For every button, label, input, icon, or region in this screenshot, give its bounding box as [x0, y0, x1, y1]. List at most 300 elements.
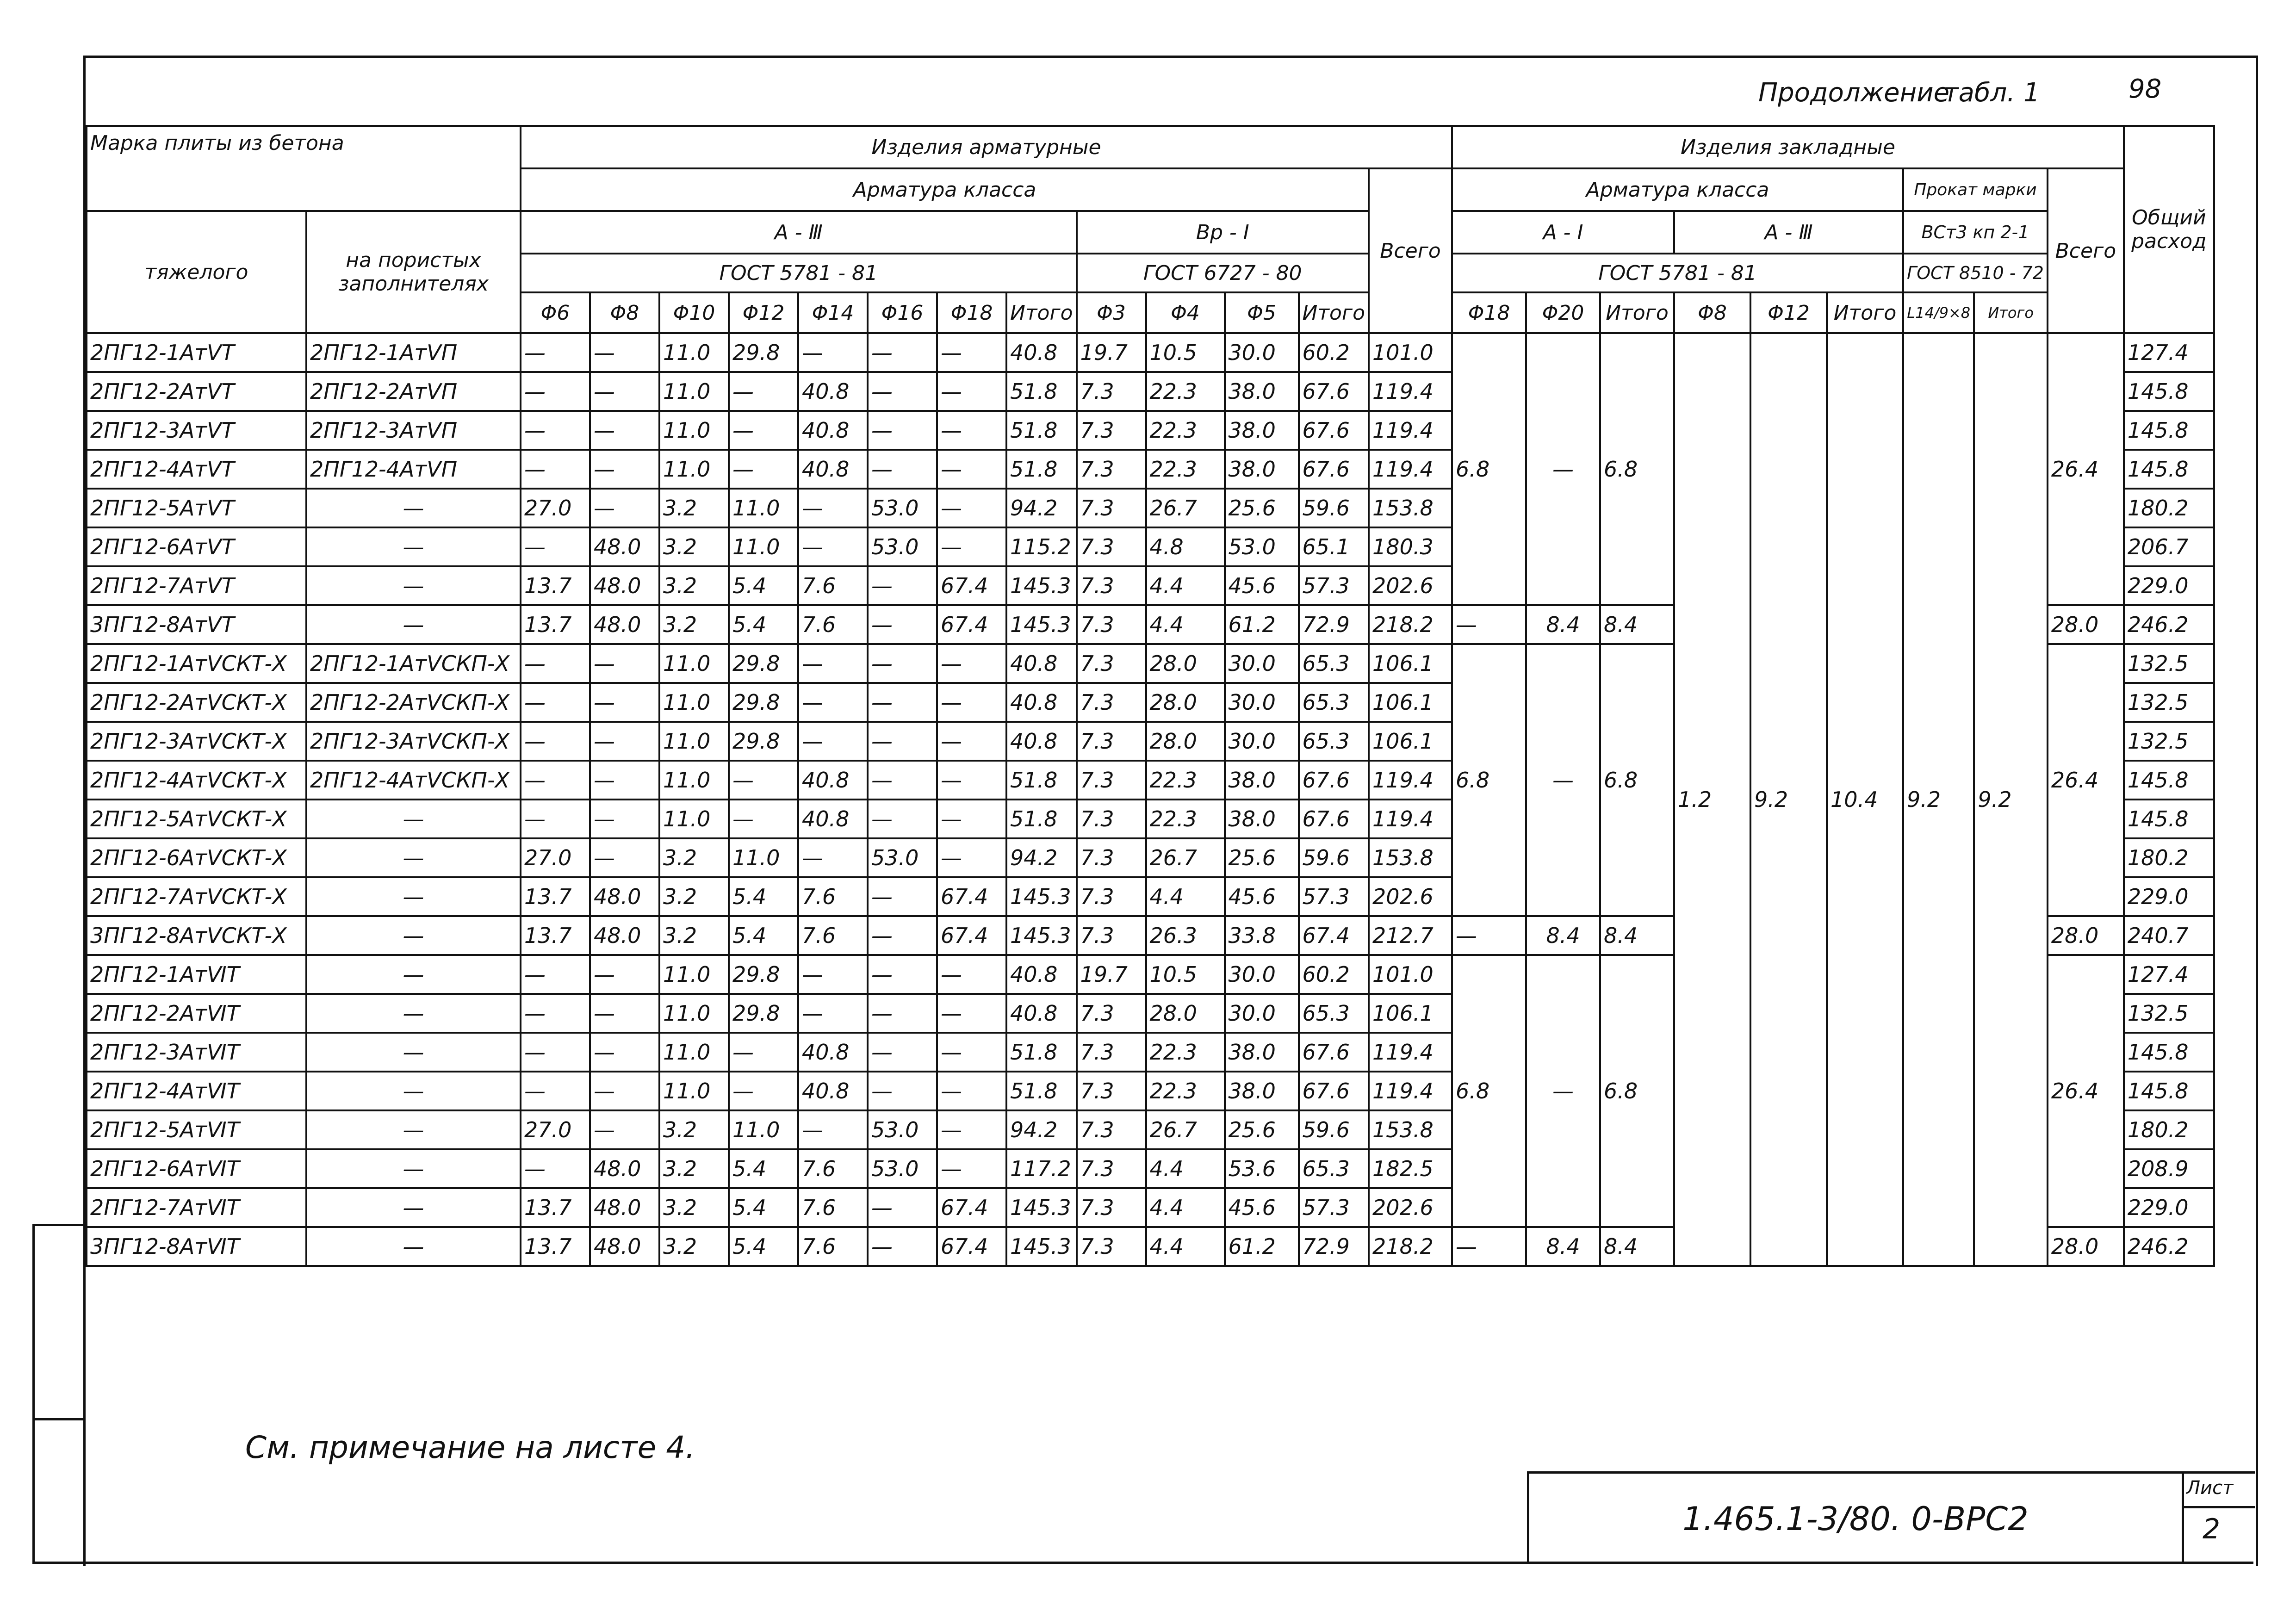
- value-cell: 67.6: [1299, 1072, 1369, 1110]
- overall-value: 240.7: [2124, 916, 2214, 955]
- value-cell: 29.8: [729, 683, 798, 722]
- slab-brand-porous: 2ПГ12-3АтⅤП: [306, 411, 521, 450]
- value-cell: 119.4: [1369, 1072, 1452, 1110]
- slab-brand-heavy: 2ПГ12-6АтⅤСКТ-Х: [87, 838, 306, 877]
- value-cell: 11.0: [659, 644, 729, 683]
- value-cell: —: [798, 722, 868, 761]
- embedded-a1-total: 8.4: [1600, 916, 1674, 955]
- value-cell: 3.2: [659, 1188, 729, 1227]
- value-cell: 28.0: [1146, 683, 1225, 722]
- value-cell: —: [868, 994, 937, 1033]
- value-cell: 5.4: [729, 916, 798, 955]
- value-cell: 11.0: [729, 489, 798, 527]
- rebar-class-header: Арматура класса: [521, 168, 1369, 211]
- value-cell: 7.3: [1077, 1149, 1146, 1188]
- value-cell: —: [590, 1033, 659, 1072]
- embedded-a1-f18: 6.8: [1452, 644, 1526, 916]
- embedded-a1-f20: 8.4: [1526, 916, 1600, 955]
- value-cell: 11.0: [659, 955, 729, 994]
- value-cell: 48.0: [590, 605, 659, 644]
- value-cell: —: [868, 800, 937, 838]
- value-cell: 13.7: [521, 1188, 590, 1227]
- value-cell: 61.2: [1225, 605, 1299, 644]
- value-cell: 7.3: [1077, 761, 1146, 800]
- value-cell: 3.2: [659, 1149, 729, 1188]
- value-cell: 67.6: [1299, 450, 1369, 489]
- overall-value: 145.8: [2124, 761, 2214, 800]
- value-cell: —: [868, 1227, 937, 1266]
- value-cell: 72.9: [1299, 605, 1369, 644]
- value-cell: —: [798, 527, 868, 566]
- value-cell: 65.3: [1299, 1149, 1369, 1188]
- value-cell: —: [590, 1072, 659, 1110]
- value-cell: 7.3: [1077, 683, 1146, 722]
- value-cell: 145.3: [1006, 1188, 1077, 1227]
- value-cell: 7.6: [798, 605, 868, 644]
- value-cell: —: [937, 372, 1006, 411]
- value-cell: —: [937, 450, 1006, 489]
- value-cell: 28.0: [1146, 994, 1225, 1033]
- value-cell: 145.3: [1006, 566, 1077, 605]
- value-cell: 48.0: [590, 1149, 659, 1188]
- slab-brand-porous: —: [306, 800, 521, 838]
- value-cell: 30.0: [1225, 994, 1299, 1033]
- value-cell: 218.2: [1369, 605, 1452, 644]
- value-cell: 7.3: [1077, 994, 1146, 1033]
- value-cell: —: [868, 722, 937, 761]
- total2-header: Всего: [2048, 168, 2124, 333]
- value-cell: 59.6: [1299, 1110, 1369, 1149]
- value-cell: 22.3: [1146, 450, 1225, 489]
- col-a3-5: Φ16: [868, 292, 937, 333]
- overall-value: 145.8: [2124, 1072, 2214, 1110]
- embedded-total: 26.4: [2048, 955, 2124, 1227]
- overall-value: 229.0: [2124, 566, 2214, 605]
- embedded-a1-total: 6.8: [1600, 644, 1674, 916]
- embedded-rolled: 9.2: [1903, 333, 1974, 1266]
- value-cell: —: [868, 877, 937, 916]
- value-cell: —: [798, 955, 868, 994]
- value-cell: —: [729, 411, 798, 450]
- value-cell: —: [590, 683, 659, 722]
- value-cell: —: [937, 489, 1006, 527]
- value-cell: 67.4: [937, 916, 1006, 955]
- value-cell: 5.4: [729, 566, 798, 605]
- col-bp-0: Φ3: [1077, 292, 1146, 333]
- value-cell: —: [937, 1072, 1006, 1110]
- value-cell: —: [590, 1110, 659, 1149]
- value-cell: 57.3: [1299, 1188, 1369, 1227]
- sheet-label: Лист: [2186, 1477, 2234, 1499]
- value-cell: —: [868, 566, 937, 605]
- value-cell: 4.4: [1146, 1227, 1225, 1266]
- value-cell: —: [521, 1072, 590, 1110]
- value-cell: 59.6: [1299, 489, 1369, 527]
- slab-brand-porous: —: [306, 527, 521, 566]
- value-cell: —: [868, 450, 937, 489]
- value-cell: 67.6: [1299, 411, 1369, 450]
- value-cell: 7.3: [1077, 1110, 1146, 1149]
- value-cell: 7.3: [1077, 722, 1146, 761]
- value-cell: 7.3: [1077, 450, 1146, 489]
- col-a1-1: Φ20: [1526, 292, 1600, 333]
- value-cell: 145.3: [1006, 916, 1077, 955]
- porous-header: на пористых заполнителях: [306, 211, 521, 333]
- value-cell: 30.0: [1225, 722, 1299, 761]
- value-cell: 40.8: [1006, 333, 1077, 372]
- continuation-label: Продолжение: [1758, 78, 1950, 108]
- value-cell: —: [937, 1110, 1006, 1149]
- value-cell: —: [521, 333, 590, 372]
- slab-brand-heavy: 3ПГ12-8АтⅥТ: [87, 1227, 306, 1266]
- rebar-class2-header: Арматура класса: [1452, 168, 1903, 211]
- overall-value: 180.2: [2124, 838, 2214, 877]
- slab-brand-heavy: 2ПГ12-5АтⅤСКТ-Х: [87, 800, 306, 838]
- value-cell: 7.3: [1077, 1188, 1146, 1227]
- col-a3-2: Φ10: [659, 292, 729, 333]
- slab-brand-porous: —: [306, 1033, 521, 1072]
- value-cell: 67.4: [937, 1227, 1006, 1266]
- value-cell: 30.0: [1225, 955, 1299, 994]
- slab-brand-porous: —: [306, 1149, 521, 1188]
- value-cell: —: [798, 994, 868, 1033]
- gost-8510-header: ГОСТ 8510 - 72: [1903, 254, 2048, 292]
- value-cell: 40.8: [798, 1033, 868, 1072]
- value-cell: 51.8: [1006, 761, 1077, 800]
- value-cell: 67.6: [1299, 1033, 1369, 1072]
- value-cell: 30.0: [1225, 333, 1299, 372]
- value-cell: 13.7: [521, 916, 590, 955]
- slab-brand-porous: 2ПГ12-4АтⅤП: [306, 450, 521, 489]
- value-cell: 40.8: [798, 761, 868, 800]
- value-cell: 40.8: [798, 800, 868, 838]
- value-cell: —: [590, 761, 659, 800]
- slab-brand-heavy: 2ПГ12-4АтⅥТ: [87, 1072, 306, 1110]
- value-cell: 7.3: [1077, 916, 1146, 955]
- value-cell: —: [937, 800, 1006, 838]
- value-cell: 25.6: [1225, 838, 1299, 877]
- value-cell: 28.0: [1146, 722, 1225, 761]
- value-cell: 48.0: [590, 527, 659, 566]
- value-cell: 119.4: [1369, 450, 1452, 489]
- value-cell: 11.0: [729, 1110, 798, 1149]
- slab-brand-porous: —: [306, 1072, 521, 1110]
- slab-brand-porous: —: [306, 916, 521, 955]
- value-cell: 40.8: [1006, 683, 1077, 722]
- value-cell: 40.8: [798, 450, 868, 489]
- overall-value: 208.9: [2124, 1149, 2214, 1188]
- value-cell: 145.3: [1006, 1227, 1077, 1266]
- value-cell: 7.3: [1077, 372, 1146, 411]
- sheet-number: 2: [2203, 1513, 2221, 1545]
- value-cell: —: [798, 1110, 868, 1149]
- value-cell: 26.7: [1146, 838, 1225, 877]
- binding-strip-divider: [32, 1418, 83, 1420]
- class-a1-header: А - Ⅰ: [1452, 211, 1674, 254]
- value-cell: —: [937, 1033, 1006, 1072]
- value-cell: —: [868, 916, 937, 955]
- value-cell: —: [798, 489, 868, 527]
- value-cell: —: [521, 683, 590, 722]
- slab-brand-porous: —: [306, 955, 521, 994]
- value-cell: 3.2: [659, 1227, 729, 1266]
- embedded-a1-total: 6.8: [1600, 955, 1674, 1227]
- embedded-total: 28.0: [2048, 605, 2124, 644]
- embedded-a3-f8: 1.2: [1674, 333, 1750, 1266]
- value-cell: 61.2: [1225, 1227, 1299, 1266]
- value-cell: 13.7: [521, 566, 590, 605]
- slab-brand-heavy: 2ПГ12-7АтⅤТ: [87, 566, 306, 605]
- value-cell: 19.7: [1077, 955, 1146, 994]
- overall-value: 132.5: [2124, 644, 2214, 683]
- value-cell: 7.6: [798, 566, 868, 605]
- col-a3b-0: Φ8: [1674, 292, 1750, 333]
- value-cell: 48.0: [590, 1188, 659, 1227]
- value-cell: —: [590, 450, 659, 489]
- overall-header: Общий расход: [2124, 126, 2214, 333]
- value-cell: 67.6: [1299, 372, 1369, 411]
- value-cell: 26.7: [1146, 489, 1225, 527]
- value-cell: 19.7: [1077, 333, 1146, 372]
- value-cell: —: [521, 761, 590, 800]
- value-cell: 48.0: [590, 877, 659, 916]
- slab-brand-porous: —: [306, 994, 521, 1033]
- value-cell: 7.6: [798, 877, 868, 916]
- value-cell: 3.2: [659, 605, 729, 644]
- value-cell: —: [937, 994, 1006, 1033]
- value-cell: —: [729, 1033, 798, 1072]
- value-cell: 26.3: [1146, 916, 1225, 955]
- value-cell: 45.6: [1225, 877, 1299, 916]
- value-cell: 53.0: [868, 527, 937, 566]
- value-cell: 51.8: [1006, 1033, 1077, 1072]
- value-cell: 7.3: [1077, 566, 1146, 605]
- slab-brand-heavy: 2ПГ12-5АтⅥТ: [87, 1110, 306, 1149]
- value-cell: 11.0: [659, 1033, 729, 1072]
- value-cell: 27.0: [521, 838, 590, 877]
- embedded-total: 26.4: [2048, 333, 2124, 605]
- value-cell: 11.0: [659, 683, 729, 722]
- slab-brand-heavy: 3ПГ12-8АтⅤСКТ-Х: [87, 916, 306, 955]
- value-cell: 115.2: [1006, 527, 1077, 566]
- heavy-header: тяжелого: [87, 211, 306, 333]
- slab-brand-porous: —: [306, 489, 521, 527]
- value-cell: 38.0: [1225, 800, 1299, 838]
- value-cell: —: [590, 955, 659, 994]
- col-rolled-0: L14/9×8: [1903, 292, 1974, 333]
- slab-brand-porous: —: [306, 1188, 521, 1227]
- binding-strip: [32, 1224, 86, 1564]
- value-cell: 67.6: [1299, 761, 1369, 800]
- value-cell: 3.2: [659, 527, 729, 566]
- value-cell: —: [798, 644, 868, 683]
- value-cell: —: [521, 722, 590, 761]
- value-cell: —: [521, 644, 590, 683]
- value-cell: 67.4: [1299, 916, 1369, 955]
- value-cell: 25.6: [1225, 489, 1299, 527]
- col-a1-2: Итого: [1600, 292, 1674, 333]
- embedded-a1-total: 6.8: [1600, 333, 1674, 605]
- slab-brand-porous: 2ПГ12-3АтⅤСКП-Х: [306, 722, 521, 761]
- value-cell: 7.3: [1077, 800, 1146, 838]
- value-cell: 94.2: [1006, 489, 1077, 527]
- embedded-a1-f20: —: [1526, 644, 1600, 916]
- value-cell: 3.2: [659, 877, 729, 916]
- slab-brand-porous: —: [306, 605, 521, 644]
- value-cell: —: [590, 489, 659, 527]
- value-cell: 27.0: [521, 489, 590, 527]
- value-cell: 7.3: [1077, 605, 1146, 644]
- overall-value: 145.8: [2124, 372, 2214, 411]
- value-cell: 7.3: [1077, 1033, 1146, 1072]
- slab-brand-porous: —: [306, 1227, 521, 1266]
- value-cell: 53.0: [868, 1110, 937, 1149]
- value-cell: 153.8: [1369, 838, 1452, 877]
- table-row: [87, 333, 2214, 372]
- value-cell: 38.0: [1225, 372, 1299, 411]
- slab-brand-porous: 2ПГ12-4АтⅤСКП-Х: [306, 761, 521, 800]
- value-cell: 4.4: [1146, 605, 1225, 644]
- value-cell: —: [590, 644, 659, 683]
- value-cell: 48.0: [590, 1227, 659, 1266]
- value-cell: 5.4: [729, 1188, 798, 1227]
- value-cell: 30.0: [1225, 683, 1299, 722]
- value-cell: 106.1: [1369, 722, 1452, 761]
- value-cell: 180.3: [1369, 527, 1452, 566]
- col-a3b-2: Итого: [1827, 292, 1903, 333]
- value-cell: 65.1: [1299, 527, 1369, 566]
- value-cell: 40.8: [798, 1072, 868, 1110]
- embedded-a1-f18: 6.8: [1452, 333, 1526, 605]
- overall-value: 145.8: [2124, 800, 2214, 838]
- overall-value: 145.8: [2124, 450, 2214, 489]
- value-cell: —: [937, 683, 1006, 722]
- value-cell: —: [937, 722, 1006, 761]
- value-cell: 29.8: [729, 955, 798, 994]
- embedded-rolled-total: 9.2: [1974, 333, 2048, 1266]
- value-cell: 29.8: [729, 722, 798, 761]
- value-cell: 7.6: [798, 916, 868, 955]
- value-cell: 11.0: [659, 722, 729, 761]
- overall-value: 229.0: [2124, 1188, 2214, 1227]
- value-cell: —: [521, 527, 590, 566]
- value-cell: 11.0: [659, 411, 729, 450]
- value-cell: 119.4: [1369, 411, 1452, 450]
- value-cell: 53.6: [1225, 1149, 1299, 1188]
- value-cell: 51.8: [1006, 1072, 1077, 1110]
- slab-brand-heavy: 2ПГ12-3АтⅤСКТ-Х: [87, 722, 306, 761]
- specification-table: [86, 125, 2215, 1267]
- value-cell: 119.4: [1369, 1033, 1452, 1072]
- col-a3-1: Φ8: [590, 292, 659, 333]
- value-cell: 29.8: [729, 644, 798, 683]
- col-a3-4: Φ14: [798, 292, 868, 333]
- vst-header: ВСт3 кп 2-1: [1903, 211, 2048, 254]
- value-cell: 65.3: [1299, 644, 1369, 683]
- total-header: Всего: [1369, 168, 1452, 333]
- value-cell: —: [729, 450, 798, 489]
- col-a3-6: Φ18: [937, 292, 1006, 333]
- embedded-a1-f18: 6.8: [1452, 955, 1526, 1227]
- value-cell: —: [729, 372, 798, 411]
- value-cell: —: [521, 994, 590, 1033]
- value-cell: 67.4: [937, 566, 1006, 605]
- slab-brand-heavy: 2ПГ12-1АтⅤСКТ-Х: [87, 644, 306, 683]
- value-cell: 106.1: [1369, 994, 1452, 1033]
- value-cell: 11.0: [659, 333, 729, 372]
- value-cell: 40.8: [1006, 955, 1077, 994]
- value-cell: 119.4: [1369, 800, 1452, 838]
- value-cell: 119.4: [1369, 372, 1452, 411]
- slab-brand-porous: 2ПГ12-2АтⅤП: [306, 372, 521, 411]
- value-cell: —: [868, 411, 937, 450]
- value-cell: —: [521, 955, 590, 994]
- value-cell: 5.4: [729, 877, 798, 916]
- value-cell: —: [937, 527, 1006, 566]
- slab-brand-heavy: 2ПГ12-3АтⅤТ: [87, 411, 306, 450]
- col-a3-7: Итого: [1006, 292, 1077, 333]
- value-cell: 38.0: [1225, 761, 1299, 800]
- value-cell: 11.0: [659, 761, 729, 800]
- value-cell: 7.3: [1077, 644, 1146, 683]
- value-cell: —: [868, 1188, 937, 1227]
- value-cell: 57.3: [1299, 877, 1369, 916]
- value-cell: 202.6: [1369, 566, 1452, 605]
- value-cell: 3.2: [659, 838, 729, 877]
- table-ref-label: табл. 1: [1943, 78, 2040, 108]
- value-cell: 59.6: [1299, 838, 1369, 877]
- value-cell: 94.2: [1006, 838, 1077, 877]
- embedded-a1-f20: —: [1526, 333, 1600, 605]
- embedded-a1-f18: —: [1452, 916, 1526, 955]
- value-cell: 7.6: [798, 1227, 868, 1266]
- value-cell: —: [521, 411, 590, 450]
- overall-value: 180.2: [2124, 1110, 2214, 1149]
- embedded-total: 26.4: [2048, 644, 2124, 916]
- value-cell: 30.0: [1225, 644, 1299, 683]
- value-cell: 65.3: [1299, 722, 1369, 761]
- value-cell: 218.2: [1369, 1227, 1452, 1266]
- overall-value: 132.5: [2124, 722, 2214, 761]
- value-cell: 51.8: [1006, 372, 1077, 411]
- value-cell: —: [937, 644, 1006, 683]
- document-code: 1.465.1-3/80. 0-ВРС2: [1529, 1474, 2184, 1564]
- value-cell: 101.0: [1369, 333, 1452, 372]
- value-cell: 145.3: [1006, 605, 1077, 644]
- value-cell: 11.0: [659, 994, 729, 1033]
- overall-value: 229.0: [2124, 877, 2214, 916]
- overall-value: 127.4: [2124, 333, 2214, 372]
- value-cell: —: [590, 800, 659, 838]
- value-cell: 7.3: [1077, 411, 1146, 450]
- value-cell: 57.3: [1299, 566, 1369, 605]
- rolled-header: Прокат марки: [1903, 168, 2048, 211]
- slab-brand-porous: —: [306, 877, 521, 916]
- value-cell: 53.0: [868, 838, 937, 877]
- value-cell: 45.6: [1225, 1188, 1299, 1227]
- value-cell: 33.8: [1225, 916, 1299, 955]
- value-cell: 67.4: [937, 1188, 1006, 1227]
- gost-6727-header: ГОСТ 6727 - 80: [1077, 254, 1369, 292]
- value-cell: 3.2: [659, 489, 729, 527]
- value-cell: —: [521, 800, 590, 838]
- value-cell: 3.2: [659, 1110, 729, 1149]
- value-cell: 202.6: [1369, 877, 1452, 916]
- value-cell: 13.7: [521, 605, 590, 644]
- value-cell: —: [868, 683, 937, 722]
- slab-brand-heavy: 2ПГ12-4АтⅤСКТ-Х: [87, 761, 306, 800]
- value-cell: 202.6: [1369, 1188, 1452, 1227]
